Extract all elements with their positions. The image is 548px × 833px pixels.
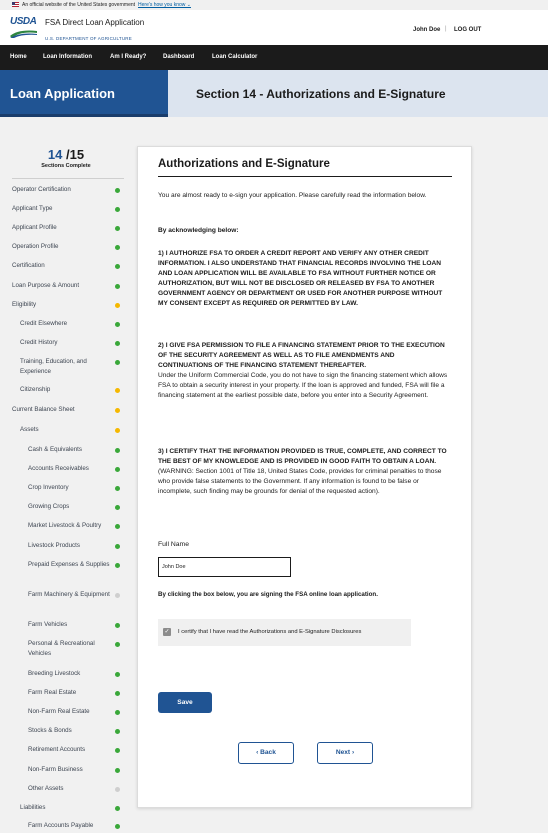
- sidebar-item-current-balance-sheet[interactable]: Current Balance Sheet: [12, 406, 75, 413]
- sidebar-item-personal-recreational-vehicles[interactable]: Personal & Recreational Vehicles: [28, 640, 95, 657]
- sidebar-item-market-livestock-poultry[interactable]: Market Livestock & Poultry: [28, 522, 102, 529]
- nav-loan-calculator[interactable]: Loan Calculator: [212, 54, 258, 60]
- sidebar-item-citizenship[interactable]: Citizenship: [20, 386, 51, 393]
- sidebar-item-eligibility[interactable]: Eligibility: [12, 301, 37, 308]
- status-warning-icon: [115, 303, 120, 308]
- page-title: Loan Application: [10, 86, 115, 101]
- sidebar-item-training-education-and-experience[interactable]: Training, Education, and Experience: [20, 358, 87, 375]
- status-complete-icon: [115, 642, 120, 647]
- sidebar-item-assets[interactable]: Assets: [20, 426, 39, 433]
- authorization-item-3: [158, 447, 450, 497]
- status-complete-icon: [115, 524, 120, 529]
- sidebar-item-stocks-bonds[interactable]: Stocks & Bonds: [28, 727, 72, 734]
- sidebar-item-credit-elsewhere[interactable]: Credit Elsewhere: [20, 320, 68, 327]
- sidebar-item-livestock-products[interactable]: Livestock Products: [28, 542, 80, 549]
- acknowledge-heading: By acknowledging below:: [158, 227, 239, 234]
- status-complete-icon: [115, 623, 120, 628]
- sidebar-item-operator-certification[interactable]: Operator Certification: [12, 186, 71, 193]
- gov-banner: [0, 0, 548, 10]
- sidebar-item-non-farm-business[interactable]: Non-Farm Business: [28, 766, 83, 773]
- sidebar-item-loan-purpose-amount[interactable]: Loan Purpose & Amount: [12, 282, 80, 289]
- sidebar-item-farm-machinery-equipment[interactable]: Farm Machinery & Equipment: [28, 591, 110, 598]
- back-button[interactable]: ‹ Back: [238, 742, 294, 764]
- status-incomplete-icon: [115, 787, 120, 792]
- status-complete-icon: [115, 768, 120, 773]
- status-complete-icon: [115, 691, 120, 696]
- next-button[interactable]: Next ›: [317, 742, 373, 764]
- status-complete-icon: [115, 360, 120, 365]
- status-warning-icon: [115, 388, 120, 393]
- progress-current: 14: [47, 147, 63, 162]
- full-name-label: Full Name: [158, 541, 189, 548]
- status-complete-icon: [115, 544, 120, 549]
- heres-how-you-know-link[interactable]: Here's how you know ⌄: [138, 2, 191, 8]
- nav-loan-information[interactable]: Loan Information: [43, 54, 92, 60]
- header-separator: |: [445, 26, 447, 32]
- status-complete-icon: [115, 729, 120, 734]
- status-complete-icon: [115, 245, 120, 250]
- status-complete-icon: [115, 748, 120, 753]
- progress-total: /15: [66, 147, 85, 162]
- main-nav: [0, 45, 548, 70]
- status-complete-icon: [115, 563, 120, 568]
- signing-note: By clicking the box below, you are signing the FSA online loan application.: [158, 591, 378, 598]
- authorizations-card: [137, 146, 472, 808]
- sidebar-item-liabilities[interactable]: Liabilities: [20, 804, 46, 811]
- usda-logo-text: USDA: [10, 16, 37, 27]
- full-name-input[interactable]: [158, 557, 291, 577]
- sidebar-item-growing-crops[interactable]: Growing Crops: [28, 503, 70, 510]
- usda-swoosh-icon: [10, 29, 37, 38]
- progress-caption: Sections Complete: [41, 163, 91, 169]
- authorization-item-2-heading: 2) I GIVE FSA PERMISSION TO FILE A FINANCING STATEMENT PRIOR TO THE EXECUTION OF THE SECURITY AGREEMENT AS WELL AS TO FILE AMENDMENTS AND CONTINUATIONS OF THE FINANCING STATEMENT THEREAFTER.: [158, 342, 445, 370]
- authorization-item-3-heading: 3) I CERTIFY THAT THE INFORMATION PROVIDED IS TRUE, COMPLETE, AND CORRECT TO THE BEST OF MY KNOWLEDGE AND IS PROVIDED IN GOOD FAITH TO OBTAIN A LOAN.: [158, 448, 447, 466]
- status-complete-icon: [115, 710, 120, 715]
- status-complete-icon: [115, 467, 120, 472]
- site-header: [0, 10, 548, 45]
- sidebar-item-breeding-livestock[interactable]: Breeding Livestock: [28, 670, 81, 677]
- sidebar-item-credit-history[interactable]: Credit History: [20, 339, 58, 346]
- sidebar-item-cash-equivalents[interactable]: Cash & Equivalents: [28, 446, 82, 453]
- status-complete-icon: [115, 505, 120, 510]
- gov-banner-text: An official website of the United States government: [22, 2, 136, 8]
- usda-logo[interactable]: [10, 16, 37, 40]
- nav-dashboard[interactable]: Dashboard: [163, 54, 195, 60]
- sidebar-item-crop-inventory[interactable]: Crop Inventory: [28, 484, 69, 491]
- certify-label[interactable]: I certify that I have read the Authorizations and E-Signature Disclosures: [178, 629, 362, 635]
- section-title: Section 14 - Authorizations and E-Signature: [196, 87, 446, 101]
- sidebar-item-farm-accounts-payable[interactable]: Farm Accounts Payable: [28, 822, 94, 829]
- app-title: FSA Direct Loan Application: [45, 18, 145, 27]
- nav-am-i-ready[interactable]: Am I Ready?: [110, 54, 147, 60]
- sidebar-item-accounts-receivables[interactable]: Accounts Receivables: [28, 465, 89, 472]
- authorization-item-1: 1) I AUTHORIZE FSA TO ORDER A CREDIT REPORT AND VERIFY ANY OTHER CREDIT INFORMATION. I ALSO UNDERSTAND THAT FINANCIAL RECORDS INVOLVING THE LOAN AND LOAN APPLICATION WILL BE AVAILABLE TO FSA WITHOUT FURTHER NOTICE OR AUTHORIZATION, BUT WILL NOT BE DISCLOSED OR RELEASED BY FSA TO ANOTHER GOVERNMENT AGENCY OR DEPARTMENT OR USED FOR ANOTHER PURPOSE WITHOUT MY CONSENT EXCEPT AS REQUIRED OR PERMITTED BY LAW.: [158, 250, 443, 308]
- authorization-item-2: [158, 341, 450, 402]
- sidebar-item-non-farm-real-estate[interactable]: Non-Farm Real Estate: [28, 708, 90, 715]
- status-complete-icon: [115, 284, 120, 289]
- user-name: John Doe: [413, 27, 441, 33]
- agency-name: U.S. DEPARTMENT OF AGRICULTURE: [45, 36, 132, 41]
- sidebar-item-prepaid-expenses-supplies[interactable]: Prepaid Expenses & Supplies: [28, 561, 110, 568]
- sidebar-divider: [12, 178, 124, 179]
- status-warning-icon: [115, 428, 120, 433]
- progress-count: [36, 147, 96, 162]
- sidebar-item-certification[interactable]: Certification: [12, 262, 45, 269]
- status-complete-icon: [115, 486, 120, 491]
- status-complete-icon: [115, 448, 120, 453]
- sidebar-item-retirement-accounts[interactable]: Retirement Accounts: [28, 746, 86, 753]
- us-flag-icon: [12, 2, 19, 7]
- status-complete-icon: [115, 341, 120, 346]
- card-title: Authorizations and E-Signature: [158, 158, 330, 170]
- status-complete-icon: [115, 226, 120, 231]
- status-incomplete-icon: [115, 593, 120, 598]
- status-complete-icon: [115, 672, 120, 677]
- progress-summary: [36, 147, 96, 169]
- sidebar-item-applicant-type[interactable]: Applicant Type: [12, 205, 53, 212]
- certify-row[interactable]: [158, 619, 411, 646]
- intro-text: You are almost ready to e-sign your application. Please carefully read the information below.: [158, 192, 427, 199]
- page-title-band: [0, 70, 168, 117]
- status-complete-icon: [115, 824, 120, 829]
- status-complete-icon: [115, 806, 120, 811]
- status-complete-icon: [115, 188, 120, 193]
- status-complete-icon: [115, 322, 120, 327]
- save-button[interactable]: Save: [158, 692, 212, 713]
- authorization-item-2-text: Under the Uniform Commercial Code, you do not have to sign the financing statement which allows FSA to obtain a security interest in your property. If the loan is approved and funded, FSA will file a financing statement at the earliest possible date, before you enter into a Security Agreement.: [158, 372, 448, 400]
- sidebar-item-farm-vehicles[interactable]: Farm Vehicles: [28, 621, 68, 628]
- logout-link[interactable]: LOG OUT: [454, 27, 482, 33]
- nav-home[interactable]: Home: [10, 54, 27, 60]
- status-warning-icon: [115, 408, 120, 413]
- authorization-item-3-text: (WARNING: Section 1001 of Title 18, United States Code, provides for criminal penalties to those who provide false statements to the Government. If any information is found to be false or incomplete, such finding may be grounds for denial of the requested action).: [158, 468, 442, 496]
- card-title-underline: [158, 176, 452, 177]
- status-complete-icon: [115, 264, 120, 269]
- sidebar-item-other-assets[interactable]: Other Assets: [28, 785, 64, 792]
- certify-checkbox[interactable]: ✓: [164, 629, 170, 635]
- sidebar-item-applicant-profile[interactable]: Applicant Profile: [12, 224, 57, 231]
- sidebar-item-operation-profile[interactable]: Operation Profile: [12, 243, 59, 250]
- section-title-band: [168, 70, 548, 117]
- sidebar-item-farm-real-estate[interactable]: Farm Real Estate: [28, 689, 77, 696]
- status-complete-icon: [115, 207, 120, 212]
